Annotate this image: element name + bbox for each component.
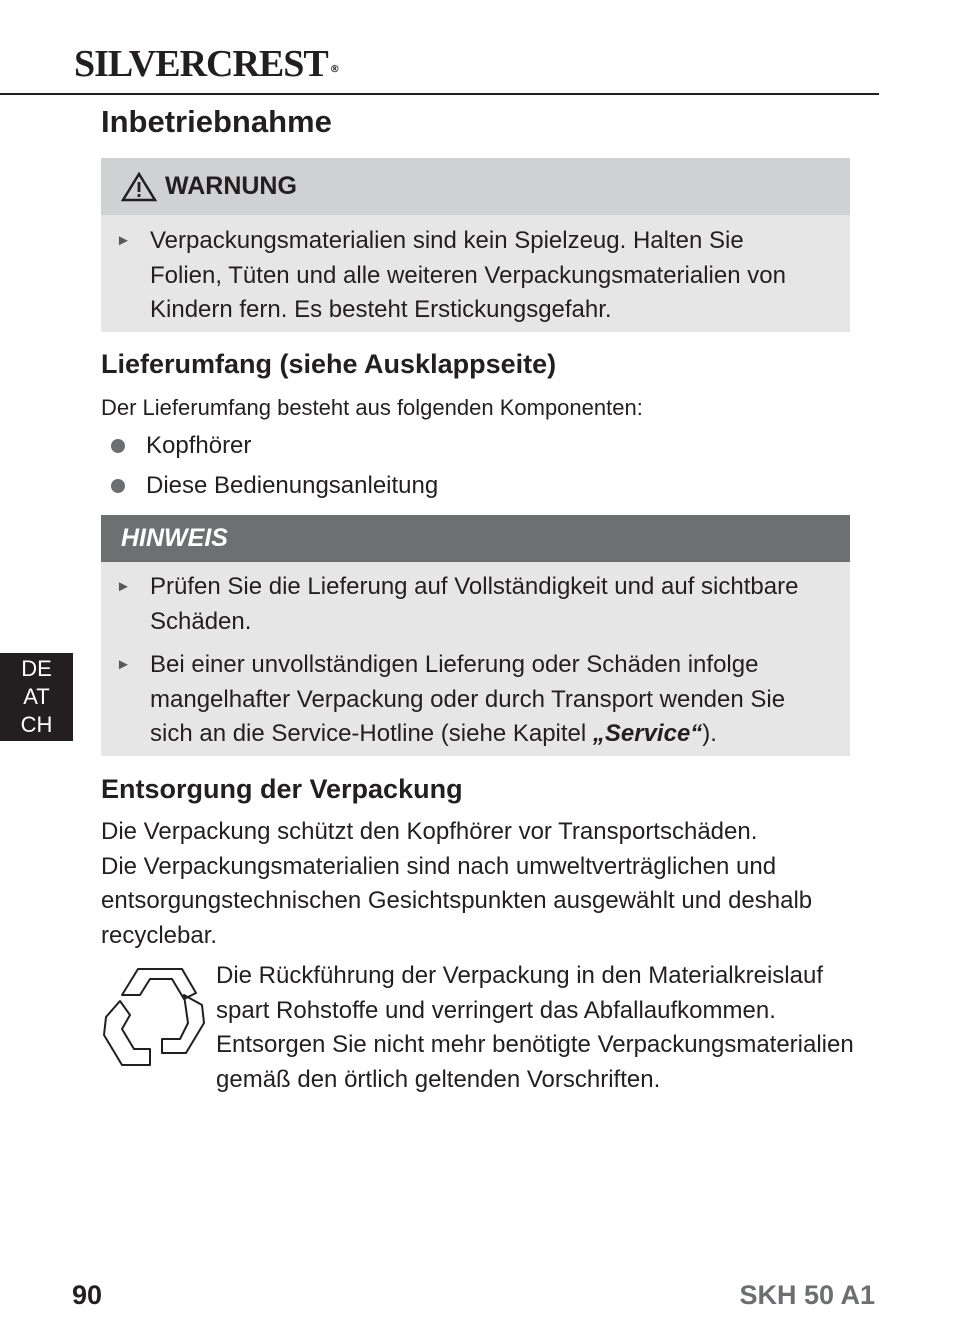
- disposal-heading: Entsorgung der Verpackung: [101, 774, 463, 804]
- registered-mark: ®: [329, 64, 339, 75]
- list-item-label: Diese Bedienungsanleitung: [146, 472, 439, 499]
- service-reference-link[interactable]: „Service“: [592, 720, 703, 747]
- paragraph-line: Die Verpackungsmaterialien sind nach umweltverträglichen und: [101, 852, 777, 880]
- language-tab: [0, 653, 73, 741]
- note-line: Prüfen Sie die Lieferung auf Vollständigkeit und auf sichtbare: [150, 573, 799, 600]
- note-line: Bei einer unvollständigen Lieferung oder Schäden infolge: [150, 651, 759, 678]
- arrow-right-icon: ►: [116, 578, 131, 595]
- silvercrest-logo: [74, 44, 339, 84]
- note-item: [101, 648, 850, 752]
- paragraph-line: Entsorgen Sie nicht mehr benötigte Verpackungsmaterialien: [216, 1031, 854, 1058]
- arrow-right-icon: ►: [116, 656, 131, 673]
- paragraph-line: entsorgungstechnischen Gesichtspunkten ausgewählt und deshalb: [101, 887, 813, 914]
- note-header: [101, 515, 850, 562]
- bullet-icon: [111, 439, 125, 453]
- list-item-label: Kopfhörer: [146, 432, 252, 459]
- list-item: [111, 432, 251, 460]
- note-line-text: sich an die Service-Hotline (siehe Kapitel: [150, 720, 593, 747]
- paragraph-line: recyclebar.: [101, 921, 218, 949]
- bullet-icon: [111, 479, 125, 493]
- warning-line: Folien, Tüten und alle weiteren Verpackungsmaterialien von: [150, 261, 786, 289]
- note-box: [101, 515, 850, 756]
- language-code: AT: [23, 684, 50, 709]
- warning-box: [101, 158, 850, 332]
- note-line: mangelhafter Verpackung oder durch Transport wenden Sie: [150, 685, 786, 713]
- paragraph-line: spart Rohstoffe und verringert das Abfallaufkommen.: [216, 996, 776, 1024]
- note-line-suffix: ).: [702, 720, 717, 747]
- header-rule: [0, 93, 879, 95]
- note-line: [150, 717, 850, 752]
- warning-line: Kindern fern. Es besteht Erstickungsgefahr.: [150, 296, 612, 323]
- disposal-text: [101, 815, 812, 953]
- warning-header: [101, 158, 850, 215]
- list-item: [111, 472, 438, 500]
- warning-item: [101, 224, 850, 328]
- warning-title: WARNUNG: [165, 172, 297, 200]
- note-title: HINWEIS: [121, 524, 228, 552]
- model-number: SKH 50 A1: [739, 1280, 875, 1310]
- warning-triangle-icon: [121, 172, 157, 202]
- language-code: CH: [20, 712, 53, 737]
- warning-line: Verpackungsmaterialien sind kein Spielzeug. Halten Sie: [150, 227, 744, 254]
- page-title: Inbetriebnahme: [101, 104, 332, 139]
- note-line: Schäden.: [150, 607, 252, 635]
- delivery-heading: Lieferumfang (siehe Ausklappseite): [101, 349, 557, 379]
- paragraph-line: Die Rückführung der Verpackung in den Materialkreislauf: [216, 962, 823, 989]
- page-number: 90: [72, 1280, 103, 1310]
- brand-name: SILVERCREST: [74, 43, 328, 85]
- recycle-text: [216, 959, 854, 1097]
- paragraph-line: Die Verpackung schützt den Kopfhörer vor Transportschäden.: [101, 818, 758, 845]
- delivery-intro: Der Lieferumfang besteht aus folgenden Komponenten:: [101, 395, 643, 420]
- arrow-right-icon: ►: [116, 232, 131, 249]
- note-item: [101, 570, 850, 639]
- recycle-icon: [100, 965, 212, 1069]
- language-code: DE: [21, 656, 52, 681]
- paragraph-line: gemäß den örtlich geltenden Vorschriften.: [216, 1065, 661, 1093]
